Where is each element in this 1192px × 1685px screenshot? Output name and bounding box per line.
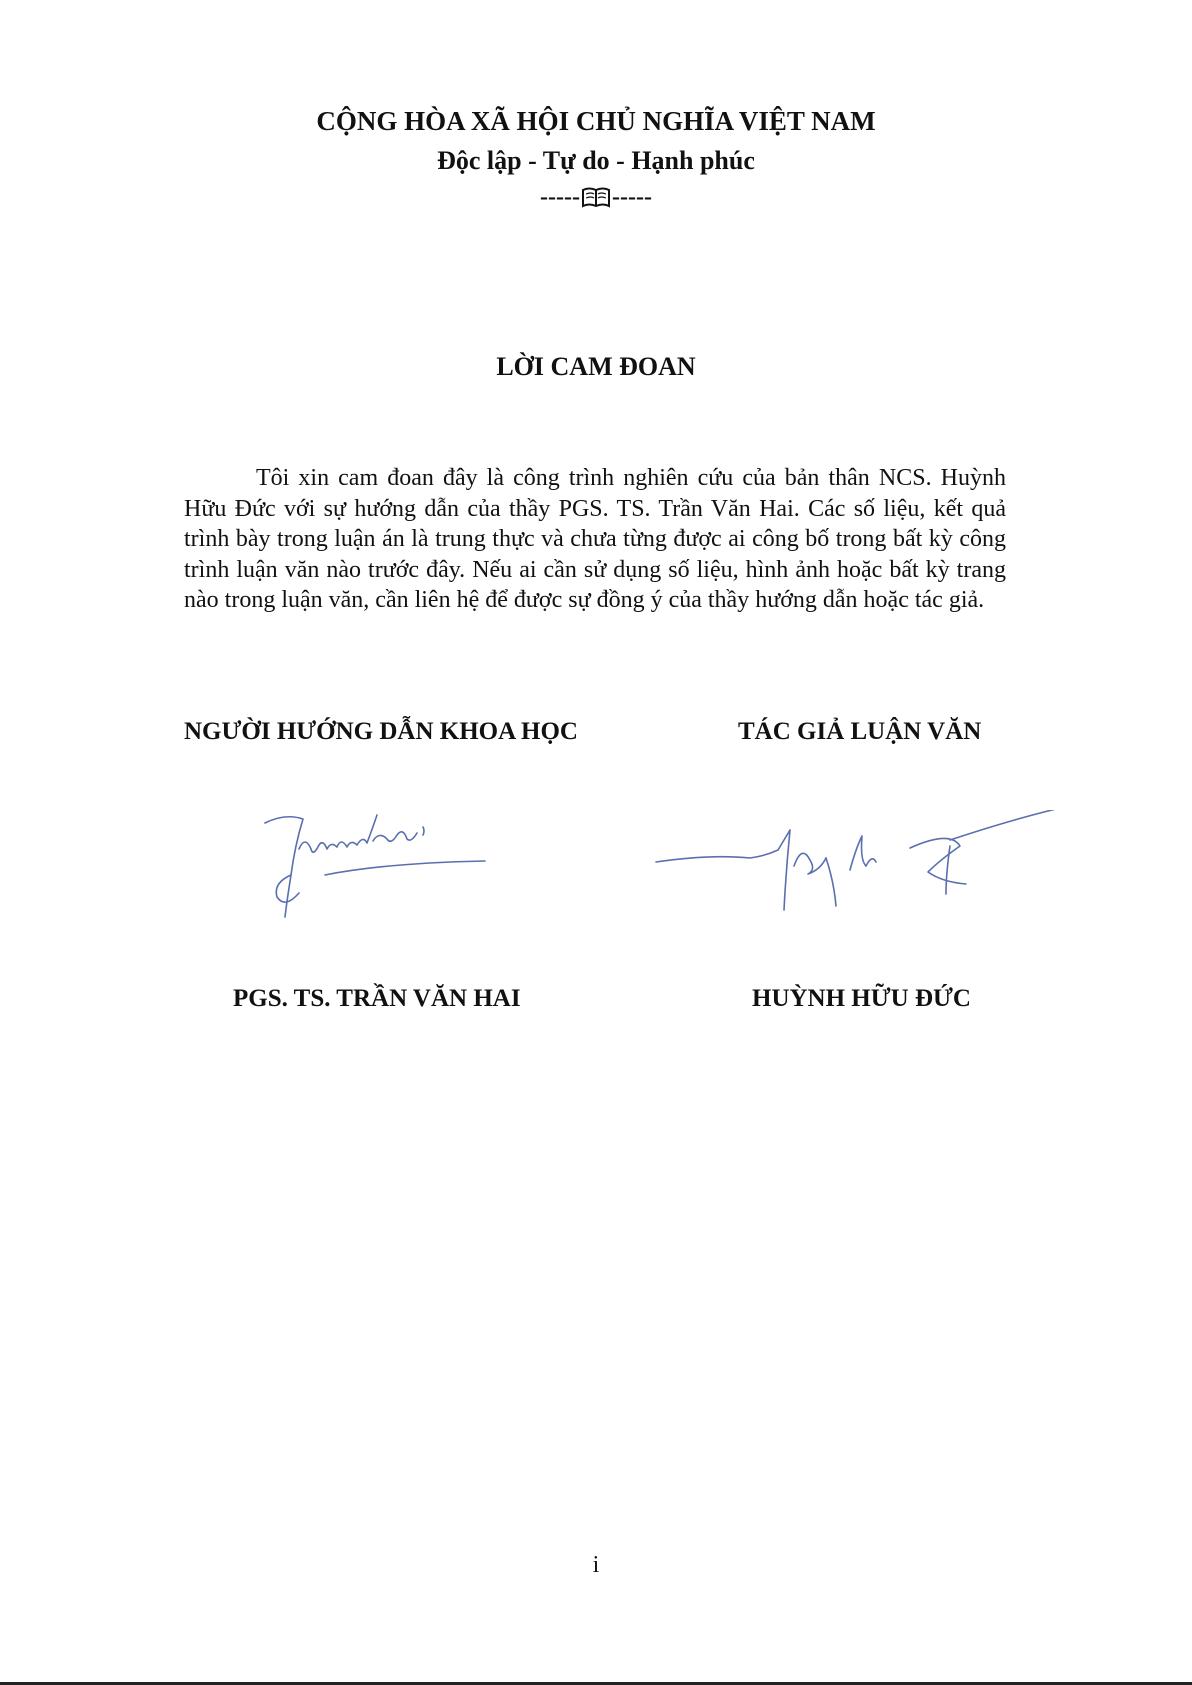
advisor-name: PGS. TS. TRẦN VĂN HAI [233, 985, 521, 1012]
ornament-divider [0, 184, 1192, 211]
page-number: i [592, 1552, 600, 1578]
author-heading: TÁC GIẢ LUẬN VĂN [738, 718, 982, 745]
advisor-signature [255, 805, 495, 925]
open-book-icon [581, 187, 611, 209]
author-signature [650, 810, 1070, 920]
national-title: CỘNG HÒA XÃ HỘI CHỦ NGHĨA VIỆT NAM [316, 106, 876, 136]
author-name: HUỲNH HỮU ĐỨC [752, 985, 971, 1012]
motto: Độc lập - Tự do - Hạnh phúc [437, 146, 755, 175]
advisor-heading: NGƯỜI HƯỚNG DẪN KHOA HỌC [184, 718, 578, 745]
declaration-paragraph: Tôi xin cam đoan đây là công trình nghiên cứu của bản thân NCS. Huỳnh Hữu Đức với sự hướng dẫn của thầy PGS. TS. Trần Văn Hai. Các số liệu, kết quả trình bày trong luận án là trung thực và chưa từng được ai công bố trong bất kỳ công trình luận văn nào trước đây. Nếu ai cần sử dụng số liệu, hình ảnh hoặc bất kỳ trang nào trong luận văn, cần liên hệ để được sự đồng ý của thầy hướng dẫn hoặc tác giả. [184, 465, 1006, 613]
ornament-dashes-left: ----- [540, 184, 580, 210]
document-title: LỜI CAM ĐOAN [496, 352, 696, 381]
ornament-dashes-right: ----- [612, 184, 652, 210]
